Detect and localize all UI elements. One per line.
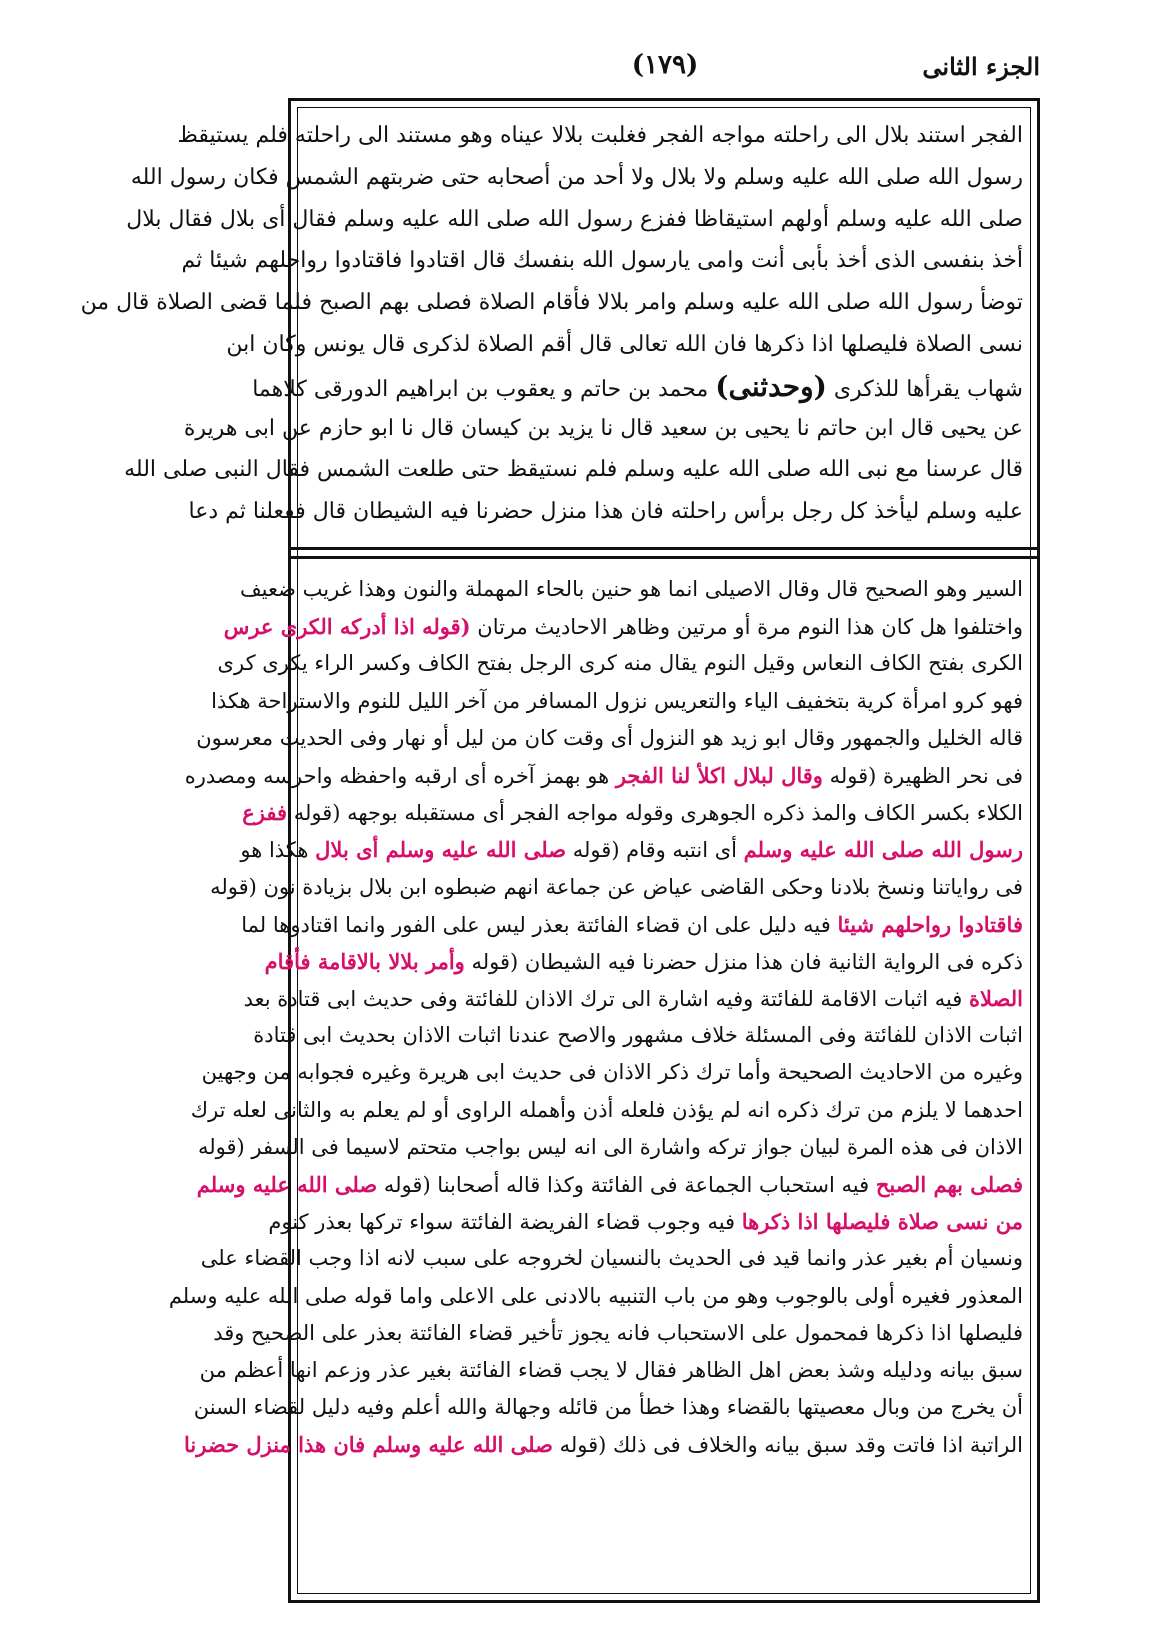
sharh-segment: السير وهو الصحيح قال وقال الاصيلى انما هو حنين بالحاء المهملة والنون وهذا غريب ضعيف bbox=[239, 577, 1023, 601]
highlighted-quote: (قوله اذا أدركه الكرى عرس bbox=[223, 614, 471, 640]
sharh-line bbox=[240, 831, 1023, 868]
sharh-segment: الاذان فى هذه المرة لبيان جواز تركه واشارة الى انه ليس بواجب متحتم لاسيما فى السفر (قوله bbox=[198, 1134, 1023, 1159]
matn-text-segment: محمد بن حاتم و يعقوب بن ابراهيم الدورقى كلاهما bbox=[252, 376, 716, 402]
sharh-segment: واختلفوا هل كان هذا النوم مرة أو مرتين وظاهر الاحاديث مرتان bbox=[470, 615, 1023, 640]
sharh-line bbox=[196, 1166, 1023, 1203]
sharh-segment: فهو كرو امرأة كرية بتخفيف الياء والتعريس نزول المسافر من آخر الليل للنوم والاستراحة هكذا bbox=[211, 688, 1023, 713]
sharh-segment: الكرى بفتح الكاف النعاس وقيل النوم يقال منه كرى الرجل بفتح الكاف وكسر الراء يكرى كرى bbox=[217, 651, 1023, 676]
sharh-line bbox=[239, 571, 1023, 608]
hadith-marker: (وحدثنى) bbox=[715, 369, 827, 403]
sharh-text bbox=[168, 571, 1023, 1581]
sharh-segment: فى نحر الظهيرة (قوله bbox=[822, 763, 1023, 788]
matn-text-segment: شهاب يقرأها للذكرى bbox=[826, 376, 1023, 402]
sharh-segment: أى انتبه وقام (قوله bbox=[566, 838, 744, 863]
sharh-segment: فليصلها اذا ذكرها فمحمول على الاستحباب فانه يجوز تأخير قضاء الفائتة بعذر على الصحيح وقد bbox=[213, 1320, 1023, 1345]
sharh-segment: الراتبة اذا فاتت وقد سبق بيانه والخلاف فى ذلك (قوله bbox=[552, 1433, 1023, 1458]
sharh-line bbox=[193, 1389, 1023, 1426]
sharh-line bbox=[199, 1352, 1023, 1389]
sharh-segment: قاله الخليل والجمهور وقال ابو زيد هو النزول أى وقت كان من ليل أو نهار وفى الحديث معرسون bbox=[196, 725, 1023, 750]
highlighted-quote: صلى الله عليه وسلم فان هذا منزل حضرنا bbox=[184, 1432, 553, 1458]
matn-line: رسول الله صلى الله عليه وسلم ولا بلال ولا أحد من أصحابه حتى ضربتهم الشمس فكان رسول الله bbox=[130, 164, 1023, 190]
highlighted-quote: فاقتادوا رواحلهم شيئا bbox=[837, 911, 1023, 937]
sharh-segment: الكلاء بكسر الكاف والمذ ذكره الجوهرى وقوله مواجه الفجر أى مستقبله بوجهه (قوله bbox=[287, 801, 1023, 826]
matn-line: قال عرسنا مع نبى الله صلى الله عليه وسلم فلم نستيقظ حتى طلعت الشمس فقال النبى صلى الله bbox=[124, 457, 1023, 483]
highlighted-quote: صلى الله عليه وسلم أى بلال bbox=[315, 837, 567, 863]
highlighted-quote: وأمر بلالا بالاقامة فأقام bbox=[264, 948, 465, 974]
sharh-segment: فيه استحباب الجماعة فى الفائتة وكذا قاله أصحابنا (قوله bbox=[377, 1173, 876, 1197]
sharh-line bbox=[184, 757, 1023, 794]
matn-line bbox=[252, 366, 1023, 408]
sharh-line bbox=[210, 869, 1023, 906]
sharh-line bbox=[264, 943, 1023, 980]
sharh-segment: فيه وجوب قضاء الفريضة الفائتة سواء تركها بعذر كنوم bbox=[268, 1210, 742, 1235]
sharh-segment: اثبات الاذان للفائتة وفى المسئلة خلاف مشهور والاصح عندنا اثبات الاذان بحديث ابى قتادة bbox=[253, 1023, 1023, 1048]
sharh-segment: فيه اثبات الاقامة للفائتة وفيه اشارة الى ترك الاذان للفائتة وفى حديث ابى قتادة بعد bbox=[243, 987, 970, 1012]
sharh-segment: فى رواياتنا ونسخ بلادنا وحكى القاضى عياض عن جماعة انهم ضبطوه ابن بلال بزيادة نون (قوله bbox=[210, 874, 1023, 899]
sharh-line bbox=[200, 1240, 1023, 1277]
highlighted-quote: وقال لبلال اكلأ لنا الفجر bbox=[615, 762, 823, 788]
highlighted-quote: فصلى بهم الصبح bbox=[875, 1172, 1023, 1197]
sharh-segment: ذكره فى الرواية الثانية فان هذا منزل حضرنا فيه الشيطان (قوله bbox=[464, 949, 1023, 974]
sharh-line bbox=[242, 794, 1023, 831]
matn-line: الفجر استند بلال الى راحلته مواجه الفجر فغلبت بلالا عيناه وهو مستند الى راحلته فلم يستيقظ bbox=[177, 123, 1023, 148]
sharh-line bbox=[268, 1203, 1023, 1240]
highlighted-quote: صلى الله عليه وسلم bbox=[196, 1172, 378, 1197]
page-header bbox=[290, 46, 1040, 96]
sharh-segment: أن يخرج من وبال معصيتها بالقضاء وهذا خطأ من قائله وجهالة والله أعلم وفيه دليل لقضاء السنن bbox=[193, 1395, 1023, 1420]
matn-line: عن يحيى قال ابن حاتم نا يحيى بن سعيد قال نا يزيد بن كيسان قال نا ابو حازم عن ابى هريرة bbox=[183, 415, 1023, 441]
sharh-line bbox=[211, 683, 1023, 720]
sharh-segment: فيه دليل على ان قضاء الفائتة بعذر ليس على الفور وانما اقتادوها لما bbox=[241, 912, 838, 937]
sharh-line bbox=[223, 608, 1023, 645]
sharh-line bbox=[201, 1054, 1023, 1091]
sharh-line bbox=[196, 720, 1023, 757]
sharh-segment: ونسيان أم بغير عذر وانما قيد فى الحديث بالنسيان لخروجه على سبب لانه اذا وجب القضاء على bbox=[200, 1246, 1023, 1271]
sharh-line bbox=[243, 980, 1023, 1017]
sharh-line bbox=[213, 1315, 1023, 1352]
sharh-line bbox=[190, 1092, 1023, 1129]
matn-line: أخذ بنفسى الذى أخذ بأبى أنت وامى يارسول الله بنفسك قال اقتادوا فاقتادوا رواحلهم شيئا ثم bbox=[181, 248, 1023, 274]
page-number: (١٧٩) bbox=[631, 50, 699, 80]
highlighted-quote: رسول الله صلى الله عليه وسلم bbox=[743, 837, 1023, 863]
page-frame bbox=[80, 98, 1040, 1603]
sharh-segment: هو بهمز آخره أى ارقبه واحفظه واحرسه ومصدره bbox=[184, 763, 616, 788]
part-label: الجزء الثانى bbox=[922, 52, 1040, 81]
sharh-line bbox=[184, 1426, 1023, 1463]
sharh-segment: هكذا هو bbox=[240, 838, 316, 863]
highlighted-quote: من نسى صلاة فليصلها اذا ذكرها bbox=[741, 1209, 1023, 1235]
highlighted-quote: ففزع bbox=[242, 800, 288, 826]
sharh-line bbox=[253, 1017, 1023, 1054]
sharh-segment: المعذور فغيره أولى بالوجوب وهو من باب التنبيه بالادنى على الاعلى واما قوله صلى الله عليه وسلم bbox=[168, 1283, 1023, 1308]
sharh-line bbox=[241, 906, 1023, 943]
sharh-segment: سبق بيانه ودليله وشذ بعض اهل الظاهر فقال لا يجب قضاء الفائتة بغير عذر وزعم انها أعظم من bbox=[199, 1357, 1023, 1382]
sharh-line bbox=[168, 1278, 1023, 1315]
matn-line: توضأ رسول الله صلى الله عليه وسلم وامر بلالا فأقام الصلاة فصلى بهم الصبح فلما قضى الصلاة قال من bbox=[80, 290, 1023, 316]
highlighted-quote: الصلاة bbox=[969, 986, 1023, 1012]
sharh-line bbox=[198, 1129, 1023, 1166]
matn-line: عليه وسلم ليأخذ كل رجل برأس راحلته فان هذا منزل حضرنا فيه الشيطان قال ففعلنا ثم دعا bbox=[188, 499, 1023, 525]
section-divider bbox=[291, 547, 1037, 559]
matn-text bbox=[80, 115, 1023, 533]
matn-line: نسى الصلاة فليصلها اذا ذكرها فان الله تعالى قال أقم الصلاة لذكرى قال يونس وكان ابن bbox=[226, 331, 1023, 357]
sharh-segment: احدهما لا يلزم من ترك ذكره انه لم يؤذن فلعله أذن وأهمله الراوى أو لم يعلم به والثانى لعله ترك bbox=[190, 1097, 1023, 1122]
sharh-line bbox=[217, 645, 1023, 682]
sharh-segment: وغيره من الاحاديث الصحيحة وأما ترك ذكر الاذان فى حديث ابى هريرة وغيره فجوابه من وجهين bbox=[201, 1060, 1023, 1085]
matn-line: صلى الله عليه وسلم أولهم استيقاظا ففزع رسول الله صلى الله عليه وسلم فقال أى بلال فقال بلال bbox=[126, 206, 1023, 232]
